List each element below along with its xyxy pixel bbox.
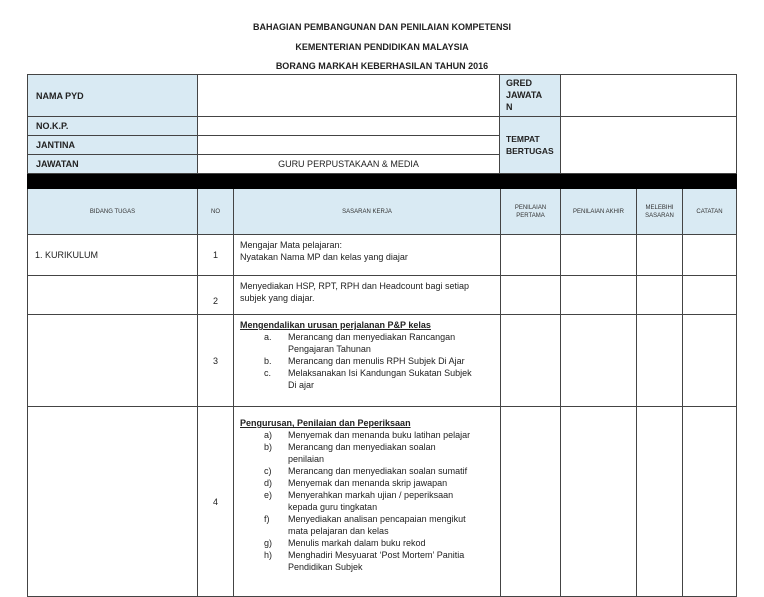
sasaran-line: Mengajar Mata pelajaran:: [240, 240, 343, 250]
gred-label-line-2: JAWATA: [506, 90, 543, 100]
item-marker: g): [264, 538, 273, 548]
catatan-input[interactable]: [683, 276, 737, 315]
list-item: [240, 429, 494, 441]
pertama-input[interactable]: [501, 235, 561, 276]
sasaran-title: Pengurusan, Penilaian dan Peperiksaan: [240, 418, 411, 428]
item-marker: b.: [264, 356, 272, 366]
sasaran-list: [240, 429, 494, 573]
bidang-cell: 1. KURIKULUM: [28, 235, 198, 276]
jantina-field[interactable]: [198, 136, 500, 155]
item-marker: c.: [264, 368, 272, 378]
nokp-label: NO.K.P.: [28, 117, 198, 136]
item-text: Merancang dan menulis RPH Subjek Di Ajar: [288, 356, 465, 366]
col-header-melebihi: [637, 189, 683, 235]
row-number: 2: [198, 276, 234, 315]
separator-cell: [637, 175, 683, 189]
tempat-label-line-1: TEMPAT: [506, 134, 540, 144]
task-table: [27, 174, 737, 597]
item-text: Pendidikan Subjek: [288, 562, 363, 572]
col-header-bidang: BIDANG TUGAS: [28, 189, 198, 235]
item-marker: c): [264, 466, 272, 476]
tempat-bertugas-field[interactable]: [561, 117, 737, 174]
tempat-bertugas-label: [500, 117, 561, 174]
nokp-field[interactable]: [198, 117, 500, 136]
item-text: Merancang dan menyediakan Rancangan: [288, 332, 456, 342]
list-item: [240, 549, 494, 573]
header-line-1: BAHAGIAN PEMBANGUNAN DAN PENILAIAN KOMPETENSI: [252, 22, 511, 32]
pertama-input[interactable]: [501, 276, 561, 315]
item-marker: b): [264, 442, 273, 452]
table-row: [28, 407, 737, 597]
item-marker: a): [264, 430, 273, 440]
bidang-cell: [28, 315, 198, 407]
item-text: Menyemak dan menanda buku latihan pelajar: [288, 430, 471, 440]
list-item: [240, 441, 494, 465]
gred-jawatan-label: [500, 75, 561, 117]
table-row: [28, 276, 737, 315]
melebihi-line-1: MELEBIHI: [645, 204, 674, 211]
col-header-akhir: PENILAIAN AKHIR: [561, 189, 637, 235]
gred-jawatan-field[interactable]: [561, 75, 737, 117]
sasaran-line: subjek yang diajar.: [240, 293, 315, 303]
nama-pyd-label: NAMA PYD: [28, 75, 198, 117]
black-separator-row: [28, 175, 737, 189]
item-text: penilaian: [288, 454, 325, 464]
akhir-input[interactable]: [561, 407, 637, 597]
sasaran-line: Nyatakan Nama MP dan kelas yang diajar: [240, 252, 408, 262]
item-text: Menghadiri Mesyuarat ‘Post Mortem’ Panitia: [288, 550, 465, 560]
row-number: 3: [198, 315, 234, 407]
bidang-cell: [28, 276, 198, 315]
akhir-input[interactable]: [561, 276, 637, 315]
sasaran-line: Menyediakan HSP, RPT, RPH dan Headcount bagi setiap: [240, 281, 469, 291]
sasaran-cell: [234, 407, 501, 597]
item-text: Melaksanakan Isi Kandungan Sukatan Subjek: [288, 368, 472, 378]
jantina-label: JANTINA: [28, 136, 198, 155]
item-marker: e): [264, 490, 273, 500]
list-item: [240, 465, 494, 477]
bidang-cell: [28, 407, 198, 597]
sasaran-list: [240, 331, 494, 391]
sasaran-cell: [234, 235, 501, 276]
melebihi-input[interactable]: [637, 276, 683, 315]
separator-cell: [198, 175, 234, 189]
col-header-pertama: [501, 189, 561, 235]
item-marker: a.: [264, 332, 272, 342]
catatan-input[interactable]: [683, 235, 737, 276]
separator-cell: [234, 175, 501, 189]
gred-label-line-3: N: [506, 102, 513, 112]
list-item: [240, 489, 494, 513]
sasaran-cell: [234, 315, 501, 407]
separator-cell: [683, 175, 737, 189]
info-table: [27, 74, 737, 174]
item-marker: f): [264, 514, 270, 524]
item-text: Menulis markah dalam buku rekod: [288, 538, 426, 548]
item-text: Di ajar: [288, 380, 315, 390]
table-row: [28, 315, 737, 407]
item-text: mata pelajaran dan kelas: [288, 526, 389, 536]
col-header-no: NO: [198, 189, 234, 235]
pertama-input[interactable]: [501, 315, 561, 407]
melebihi-input[interactable]: [637, 235, 683, 276]
pertama-input[interactable]: [501, 407, 561, 597]
item-text: Pengajaran Tahunan: [288, 344, 371, 354]
melebihi-line-2: SASARAN: [645, 212, 674, 219]
gred-label-line-1: GRED: [506, 78, 533, 88]
list-item: [240, 537, 494, 549]
melebihi-input[interactable]: [637, 315, 683, 407]
sasaran-cell: [234, 276, 501, 315]
jawatan-field[interactable]: GURU PERPUSTAKAAN & MEDIA: [198, 155, 500, 174]
list-item: [240, 331, 494, 355]
melebihi-input[interactable]: [637, 407, 683, 597]
akhir-input[interactable]: [561, 235, 637, 276]
item-marker: h): [264, 550, 273, 560]
header-line-3: BORANG MARKAH KEBERHASILAN TAHUN 2016: [275, 61, 489, 71]
row-number: 1: [198, 235, 234, 276]
pertama-line-2: PERTAMA: [516, 212, 545, 219]
item-text: Menyemak dan menanda skrip jawapan: [288, 478, 448, 488]
list-item: [240, 513, 494, 537]
catatan-input[interactable]: [683, 407, 737, 597]
item-text: Menyerahkan markah ujian / peperiksaan: [288, 490, 454, 500]
nama-pyd-field[interactable]: [198, 75, 500, 117]
separator-cell: [28, 175, 198, 189]
separator-cell: [501, 175, 561, 189]
catatan-input[interactable]: [683, 315, 737, 407]
item-marker: d): [264, 478, 273, 488]
col-header-sasaran: SASARAN KERJA: [234, 189, 501, 235]
jawatan-label: JAWATAN: [28, 155, 198, 174]
column-header-row: [28, 189, 737, 235]
list-item: [240, 355, 494, 367]
pertama-line-1: PENILAIAN: [514, 204, 547, 211]
tempat-label-line-2: BERTUGAS: [506, 146, 554, 156]
list-item: [240, 477, 494, 489]
col-header-catatan: CATATAN: [683, 189, 737, 235]
item-text: Merancang dan menyediakan soalan sumatif: [288, 466, 468, 476]
row-number: 4: [198, 407, 234, 597]
akhir-input[interactable]: [561, 315, 637, 407]
header-line-2: KEMENTERIAN PENDIDIKAN MALAYSIA: [295, 42, 469, 52]
item-text: Menyediakan analisan pencapaian mengikut: [288, 514, 466, 524]
sasaran-title: Mengendalikan urusan perjalanan P&P kelas: [240, 320, 431, 330]
table-row: [28, 235, 737, 276]
separator-cell: [561, 175, 637, 189]
item-text: Merancang dan menyediakan soalan: [288, 442, 436, 452]
list-item: [240, 367, 494, 391]
item-text: kepada guru tingkatan: [288, 502, 378, 512]
